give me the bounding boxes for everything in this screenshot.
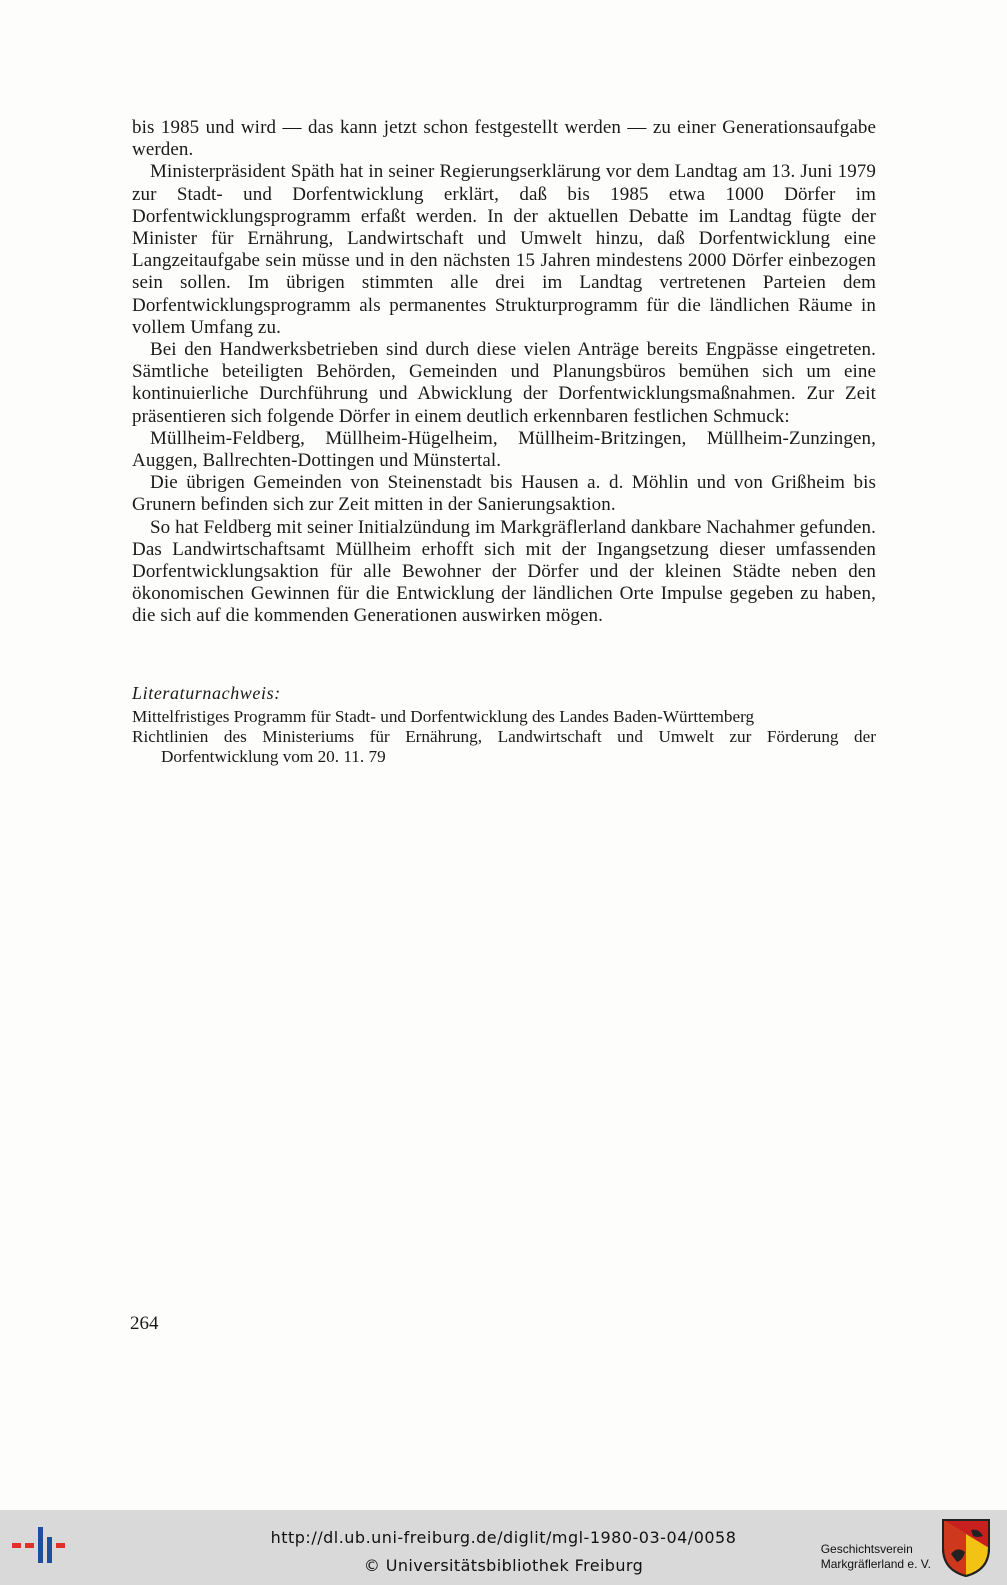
- literature-item: Mittelfristiges Programm für Stadt- und Dorfentwicklung des Landes Baden-Württemberg: [132, 707, 755, 726]
- footer-bar: [0, 1510, 1007, 1585]
- paragraph: bis 1985 und wird — das kann jetzt schon festgestellt werden — zu einer Generationsaufgabe werden.: [132, 117, 876, 161]
- literature-list: [132, 707, 876, 767]
- paragraph: Die übrigen Gemeinden von Steinenstadt bis Hausen a. d. Möhlin und von Grißheim bis Grunern befinden sich zur Zeit mitten in der Sanierungsaktion.: [132, 472, 876, 516]
- footer-copyright: © Universitätsbibliothek Freiburg: [363, 1556, 644, 1575]
- society-name: [821, 1542, 931, 1572]
- paragraph: Ministerpräsident Späth hat in seiner Regierungserklärung vor dem Landtag am 13. Juni 1979 zur Stadt- und Dorfentwicklung erklärt, daß bis 1985 etwa 1000 Dörfer im Dorfentwicklungsprogramm erfaßt werden. In der aktuellen Debatte im Landtag fügte der Minister für Ernährung, Landwirtschaft und Umwelt hinzu, daß Dorfentwicklung eine Langzeitaufgabe sein müsse und in den nächsten 15 Jahren mindestens 2000 Dörfer einbezogen sein sollen. Im übrigen stimmten alle drei im Landtag vertretenen Parteien dem Dorfentwicklungsprogramm als permanentes Strukturprogramm für die ländlichen Räume in vollem Umfang zu.: [132, 161, 876, 338]
- paragraph-place-list: Müllheim-Feldberg, Müllheim-Hügelheim, Müllheim-Britzingen, Müllheim-Zunzingen, Auggen, Ballrechten-Dottingen und Münstertal.: [132, 427, 876, 472]
- literature-heading: Literaturnachweis:: [132, 683, 281, 703]
- literature-item: Richtlinien des Ministeriums für Ernährung, Landwirtschaft und Umwelt zur Förderung der Dorfentwicklung vom 20. 11. 79: [132, 727, 876, 766]
- paragraph: So hat Feldberg mit seiner Initialzündung im Markgräflerland dankbare Nachahmer gefunden. Das Landwirtschaftsamt Müllheim erhofft sich mit der Ingangsetzung dieser umfassenden Dorfentwicklungsaktion für alle Bewohner der Dörfer und der kleinen Städte neben den ökonomischen Gewinnen für die Entwicklung der ländlichen Orte Impulse gegeben zu haben, die sich auf die kommenden Generationen auswirken mögen.: [132, 516, 876, 627]
- coat-of-arms-icon[interactable]: [941, 1518, 991, 1578]
- body-text: [132, 117, 876, 628]
- footer-url-link[interactable]: http://dl.ub.uni-freiburg.de/diglit/mgl-1980-03-04/0058: [270, 1528, 737, 1547]
- paragraph: Bei den Handwerksbetrieben sind durch diese vielen Anträge bereits Engpässe eingetreten. Sämtliche beteiligten Behörden, Gemeinden und Planungsbüros bemühen sich um eine kontinuierliche Durchführung und Abwicklung der Dorfentwicklungsmaßnahmen. Zur Zeit präsentieren sich folgende Dörfer in einem deutlich erkennbaren festlichen Schmuck:: [132, 339, 876, 427]
- society-line-2: Markgräflerland e. V.: [820, 1557, 931, 1571]
- page-number: 264: [130, 1313, 159, 1334]
- society-line-1: Geschichtsverein: [820, 1542, 913, 1556]
